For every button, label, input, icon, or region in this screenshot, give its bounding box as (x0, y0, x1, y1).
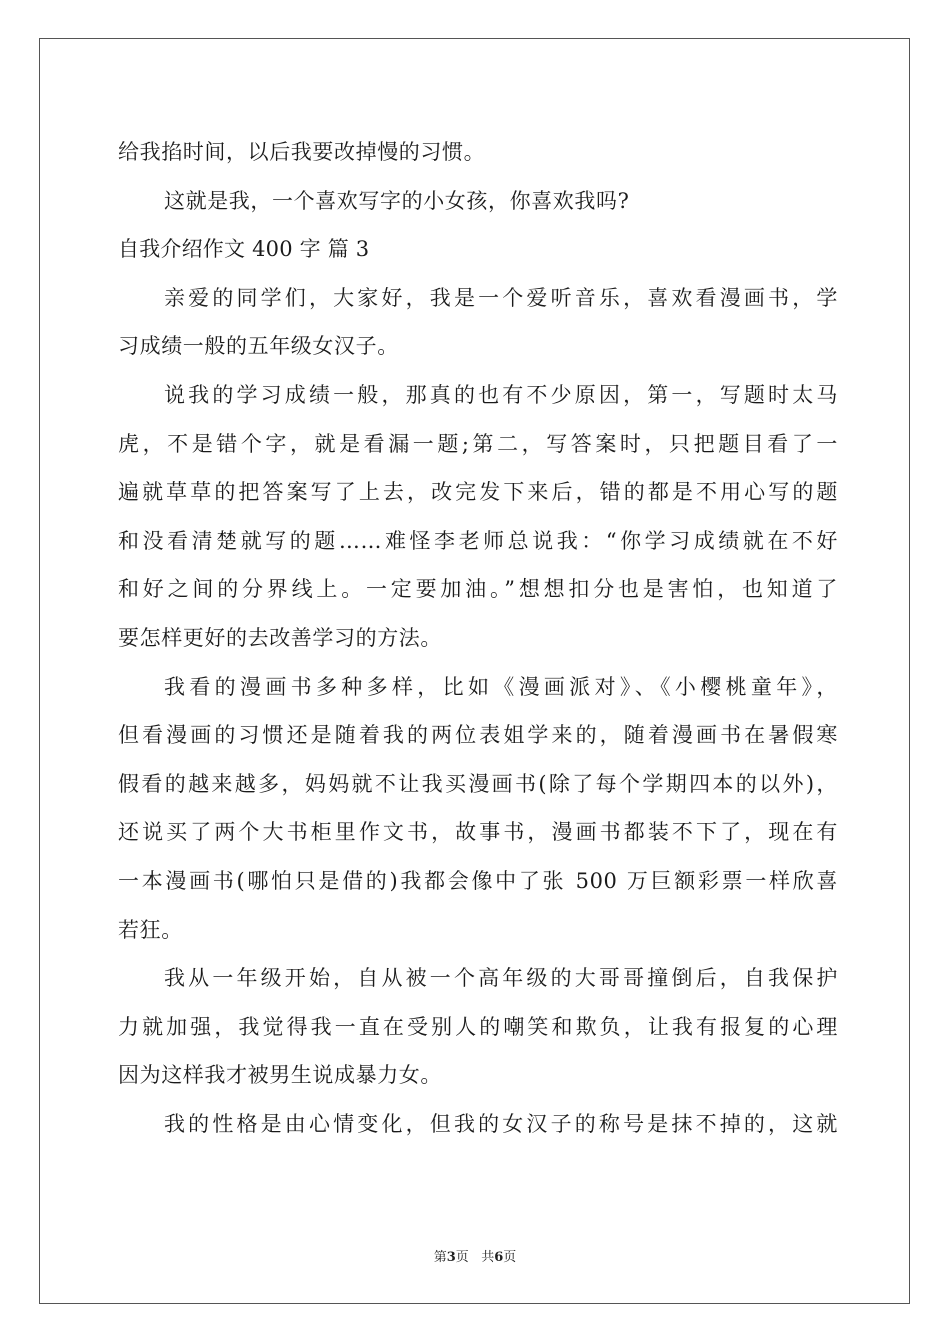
text-line: 力就加强，我觉得我一直在受别人的嘲笑和欺负，让我有报复的心理 (118, 1014, 838, 1039)
total-pages: 6 (494, 1250, 504, 1265)
document-body (118, 128, 838, 1148)
page-number: 3 (446, 1250, 456, 1265)
text-line: 因为这样我才被男生说成暴力女。 (118, 1063, 442, 1088)
text-line: 习成绩一般的五年级女汉子。 (118, 334, 399, 359)
section-heading: 自我介绍作文 400 字 篇 3 (118, 237, 370, 262)
page-suffix: 页 (455, 1250, 469, 1265)
text-line: 和好之间的分界线上。一定要加油。”想想扣分也是害怕，也知道了 (118, 577, 838, 602)
text-line: 说我的学习成绩一般，那真的也有不少原因，第一，写题时太马 (164, 382, 838, 407)
text-line: 假看的越来越多，妈妈就不让我买漫画书(除了每个学期四本的以外)， (118, 771, 838, 796)
text-line: 遍就草草的把答案写了上去，改完发下来后，错的都是不用心写的题 (118, 480, 838, 505)
text-line: 要怎样更好的去改善学习的方法。 (118, 625, 442, 650)
text-line: 我的性格是由心情变化，但我的女汉子的称号是抹不掉的，这就 (164, 1111, 838, 1136)
text-line: 虎，不是错个字，就是看漏一题;第二，写答案时，只把题目看了一 (118, 431, 838, 456)
text-line: 若狂。 (118, 917, 183, 942)
text-line: 我看的漫画书多种多样，比如《漫画派对》、《小樱桃童年》， (164, 674, 838, 699)
text-line: 这就是我，一个喜欢写字的小女孩，你喜欢我吗? (164, 188, 630, 213)
total-suffix: 页 (503, 1250, 517, 1265)
total-prefix: 共 (481, 1250, 495, 1265)
text-line: 我从一年级开始，自从被一个高年级的大哥哥撞倒后，自我保护 (164, 966, 838, 991)
text-line: 但看漫画的习惯还是随着我的两位表姐学来的，随着漫画书在暑假寒 (118, 723, 838, 748)
text-line: 和没看清楚就写的题……难怪李老师总说我：“你学习成绩就在不好 (118, 528, 838, 553)
text-line: 给我掐时间，以后我要改掉慢的习惯。 (118, 140, 486, 164)
page-prefix: 第 (433, 1250, 447, 1265)
text-line: 亲爱的同学们，大家好，我是一个爱听音乐，喜欢看漫画书，学 (164, 285, 838, 310)
text-line: 还说买了两个大书柜里作文书，故事书，漫画书都装不下了，现在有 (118, 820, 838, 845)
page-footer (0, 1246, 950, 1265)
text-line: 一本漫画书(哪怕只是借的)我都会像中了张 500 万巨额彩票一样欣喜 (118, 868, 838, 893)
